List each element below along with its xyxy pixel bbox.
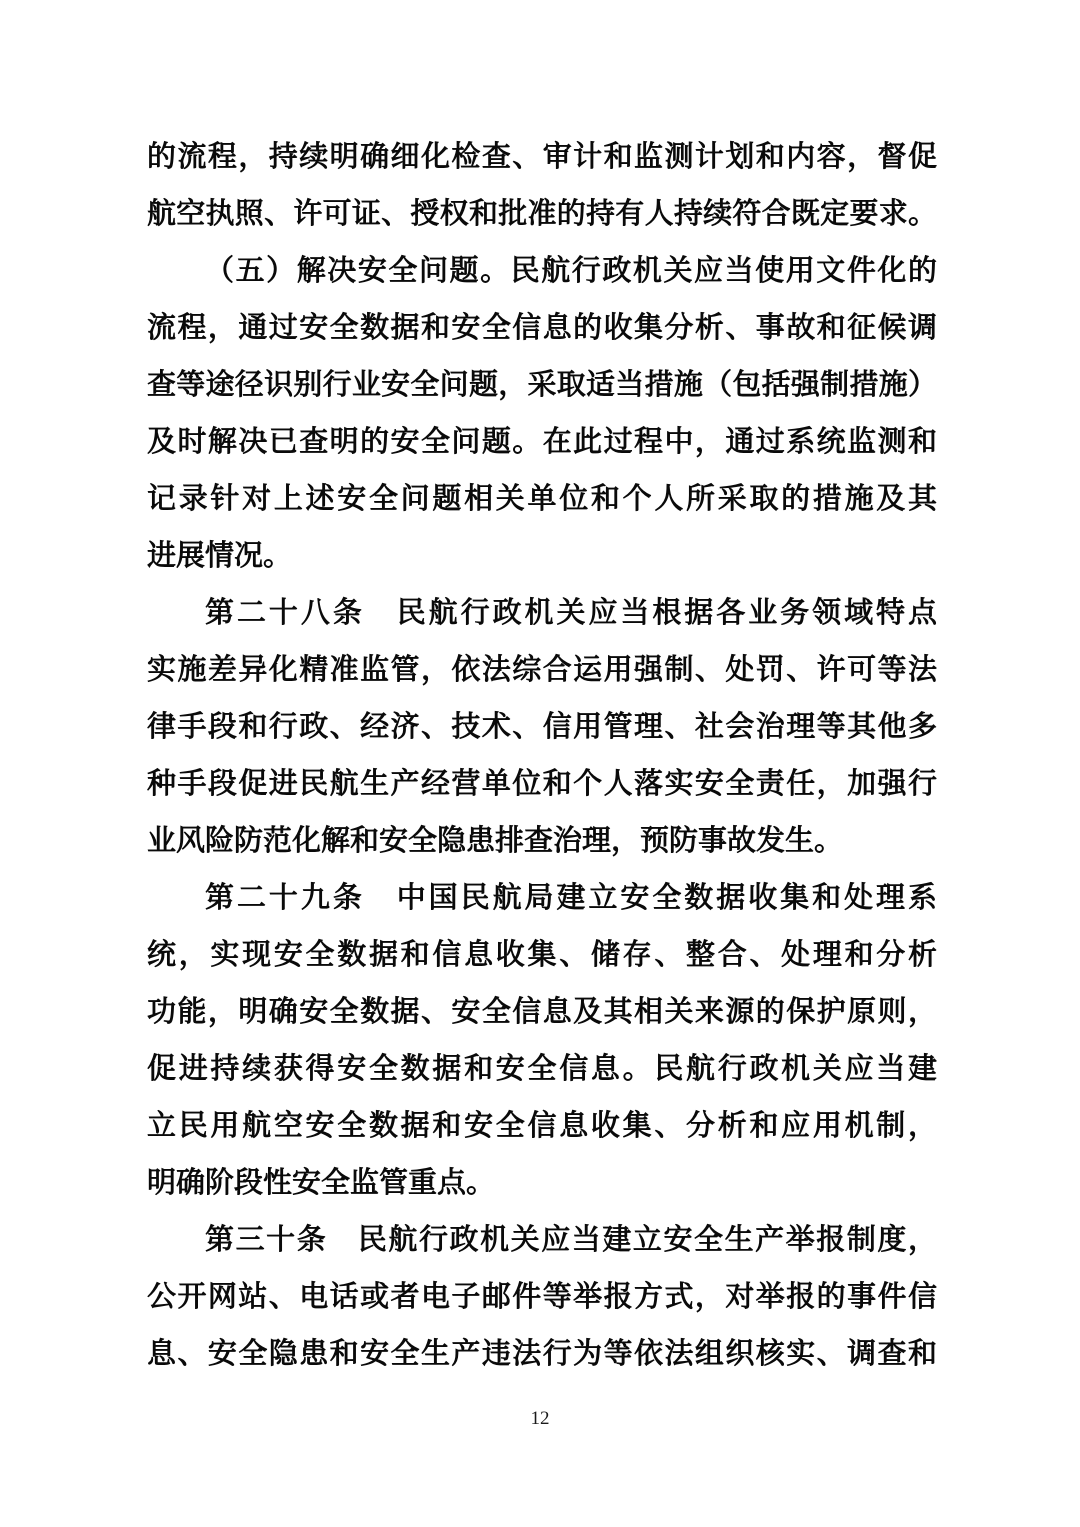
page-number: 12 <box>530 1408 550 1429</box>
text-line: 航空执照、许可证、授权和批准的持有人持续符合既定要求。 <box>147 198 937 230</box>
text-line: 查等途径识别行业安全问题，采取适当措施（包括强制措施） <box>147 369 937 401</box>
text-line: 业风险防范化解和安全隐患排查治理，预防事故发生。 <box>147 825 844 857</box>
text-line: 种手段促进民航生产经营单位和个人落实安全责任，加强行 <box>147 768 937 800</box>
text-line: 流程，通过安全数据和安全信息的收集分析、事故和征候调 <box>147 312 937 344</box>
text-line: 第二十九条 中国民航局建立安全数据收集和处理系 <box>205 882 937 914</box>
text-line: 的流程，持续明确细化检查、审计和监测计划和内容，督促 <box>147 141 937 173</box>
text-line: 功能，明确安全数据、安全信息及其相关来源的保护原则， <box>147 996 937 1028</box>
text-line: 促进持续获得安全数据和安全信息。民航行政机关应当建 <box>147 1053 937 1085</box>
document-body <box>147 129 937 1383</box>
text-line: 公开网站、电话或者电子邮件等举报方式，对举报的事件信 <box>147 1281 937 1313</box>
text-line: 记录针对上述安全问题相关单位和个人所采取的措施及其 <box>147 483 937 515</box>
text-line: 及时解决已查明的安全问题。在此过程中，通过系统监测和 <box>147 426 937 458</box>
text-line: 息、安全隐患和安全生产违法行为等依法组织核实、调查和 <box>147 1338 937 1370</box>
text-line: 立民用航空安全数据和安全信息收集、分析和应用机制， <box>147 1110 937 1142</box>
text-line: 统，实现安全数据和信息收集、储存、整合、处理和分析 <box>147 939 937 971</box>
text-line: 明确阶段性安全监管重点。 <box>147 1167 496 1199</box>
text-line: （五）解决安全问题。民航行政机关应当使用文件化的 <box>205 255 937 287</box>
text-line: 进展情况。 <box>147 540 293 572</box>
text-line: 实施差异化精准监管，依法综合运用强制、处罚、许可等法 <box>147 654 937 686</box>
text-line: 律手段和行政、经济、技术、信用管理、社会治理等其他多 <box>147 711 937 743</box>
text-line: 第三十条 民航行政机关应当建立安全生产举报制度， <box>205 1224 937 1256</box>
text-line: 第二十八条 民航行政机关应当根据各业务领域特点 <box>205 597 937 629</box>
